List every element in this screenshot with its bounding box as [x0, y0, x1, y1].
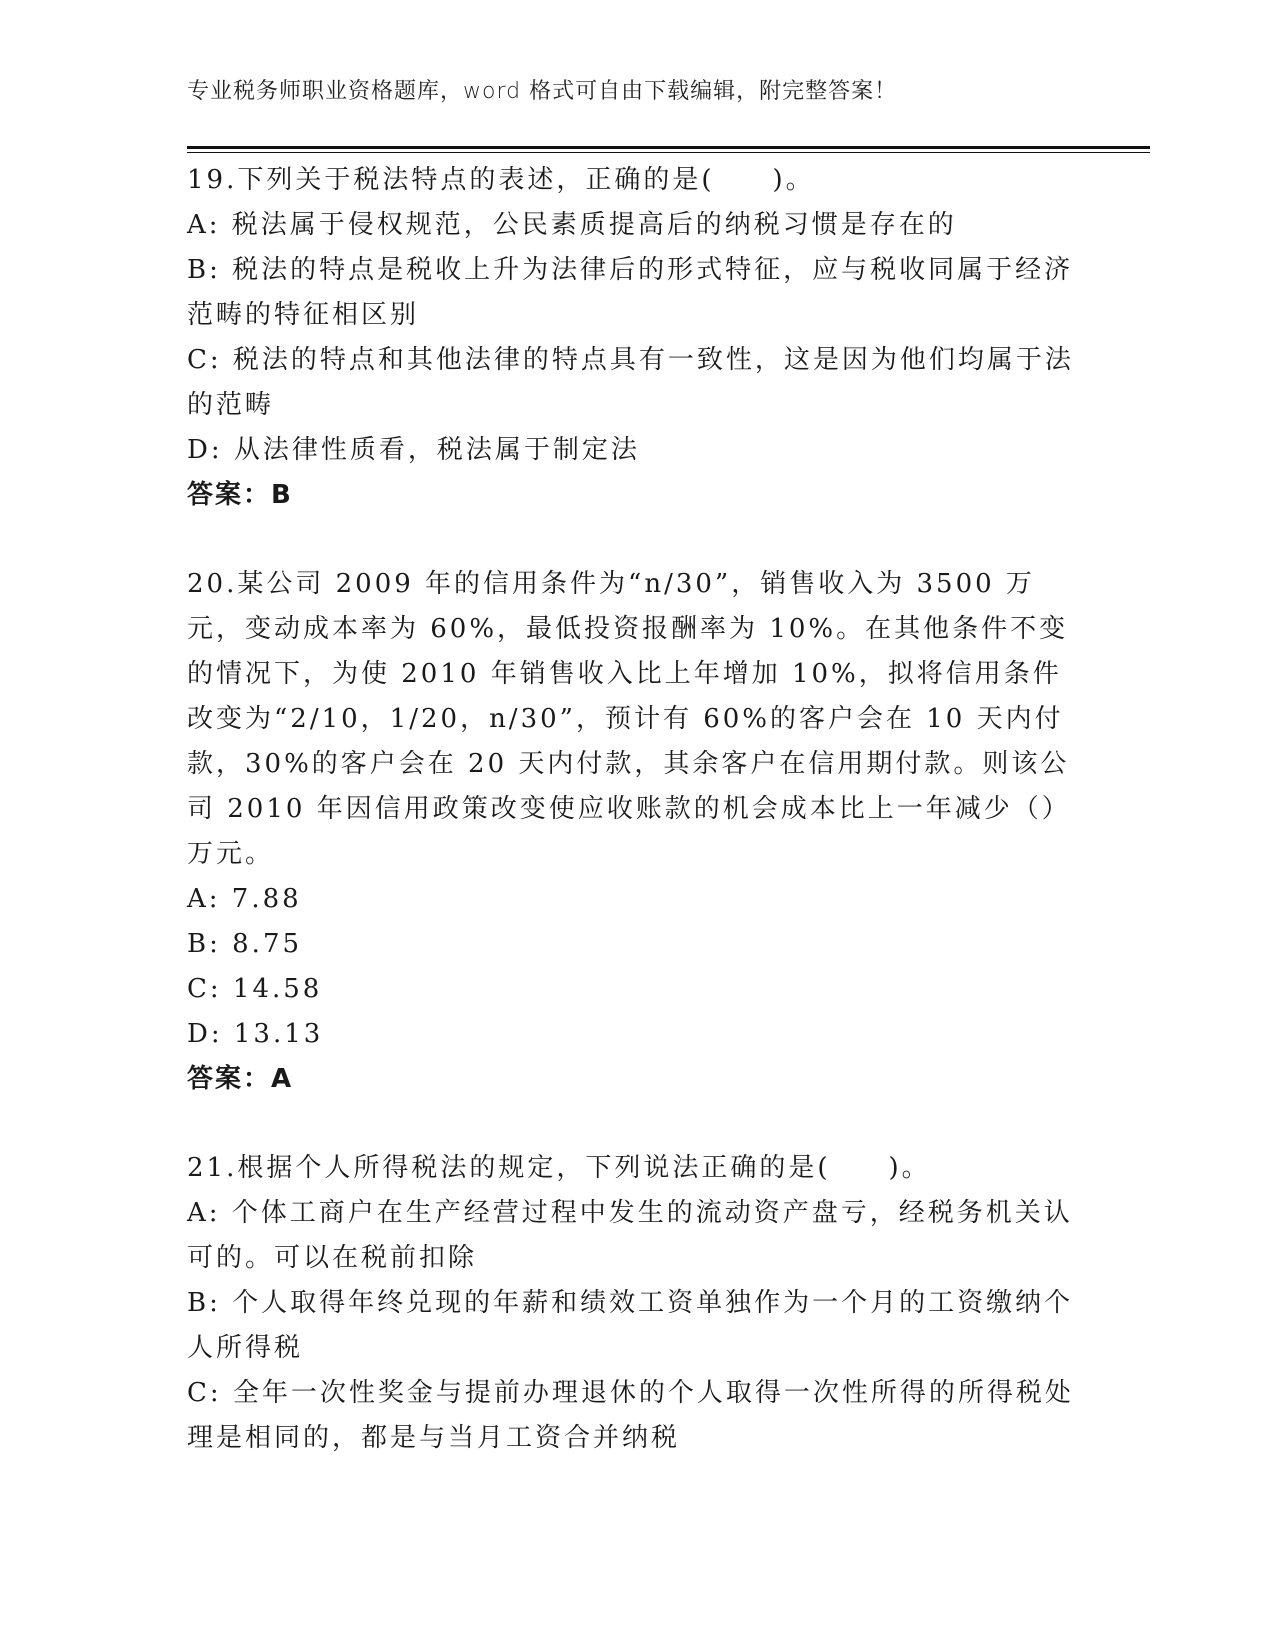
header-rule-thick [187, 146, 1150, 149]
option-a: A: 7.88 [187, 884, 302, 914]
option-b: B: 个人取得年终兑现的年薪和绩效工资单独作为一个月的工资缴纳个人所得税 [187, 1288, 1074, 1363]
option-c: C: 全年一次性奖金与提前办理退休的个人取得一次性所得的所得税处理是相同的，都是与当月工资合并纳税 [187, 1378, 1074, 1453]
option-c: C: 税法的特点和其他法律的特点具有一致性，这是因为他们均属于法的范畴 [187, 345, 1074, 420]
option-b: B: 8.75 [187, 929, 303, 959]
option-b: B: 税法的特点是税收上升为法律后的形式特征，应与税收同属于经济范畴的特征相区别 [187, 255, 1074, 330]
option-d: D: 13.13 [187, 1019, 324, 1049]
option-a: A: 税法属于侵权规范，公民素质提高后的纳税习惯是存在的 [187, 210, 957, 240]
question-20 [187, 562, 1087, 1102]
question-stem: 20.某公司 2009 年的信用条件为“n/30”，销售收入为 3500 万元，变动成本率为 60%，最低投资报酬率为 10%。在其他条件不变的情况下，为使 2010 年销售收入比上年增加 10%，拟将信用条件改变为“2/10，1/20，n/30”，预计有 60%的客户会在 10 天内付款，30%的客户会在 20 天内付款，其余客户在信用期付款。则该公司 2010 年因信用政策改变使应收账款的机会成本比上一年减少（）万元。 [187, 569, 1071, 869]
page-header-text: 专业税务师职业资格题库，word 格式可自由下载编辑，附完整答案！ [187, 79, 898, 104]
question-19 [187, 158, 1087, 518]
option-d: D: 从法律性质看，税法属于制定法 [187, 435, 640, 465]
option-c: C: 14.58 [187, 974, 323, 1004]
option-a: A: 个体工商户在生产经营过程中发生的流动资产盘亏，经税务机关认可的。可以在税前扣除 [187, 1198, 1073, 1273]
answer-label: 答案：B [187, 480, 293, 510]
question-stem: 21.根据个人所得税法的规定，下列说法正确的是( )。 [187, 1153, 931, 1183]
header-rule-thin [187, 152, 1150, 153]
question-21 [187, 1146, 1087, 1461]
answer-label: 答案：A [187, 1064, 294, 1094]
question-list [187, 158, 1087, 1505]
question-stem: 19.下列关于税法特点的表述，正确的是( )。 [187, 165, 815, 195]
